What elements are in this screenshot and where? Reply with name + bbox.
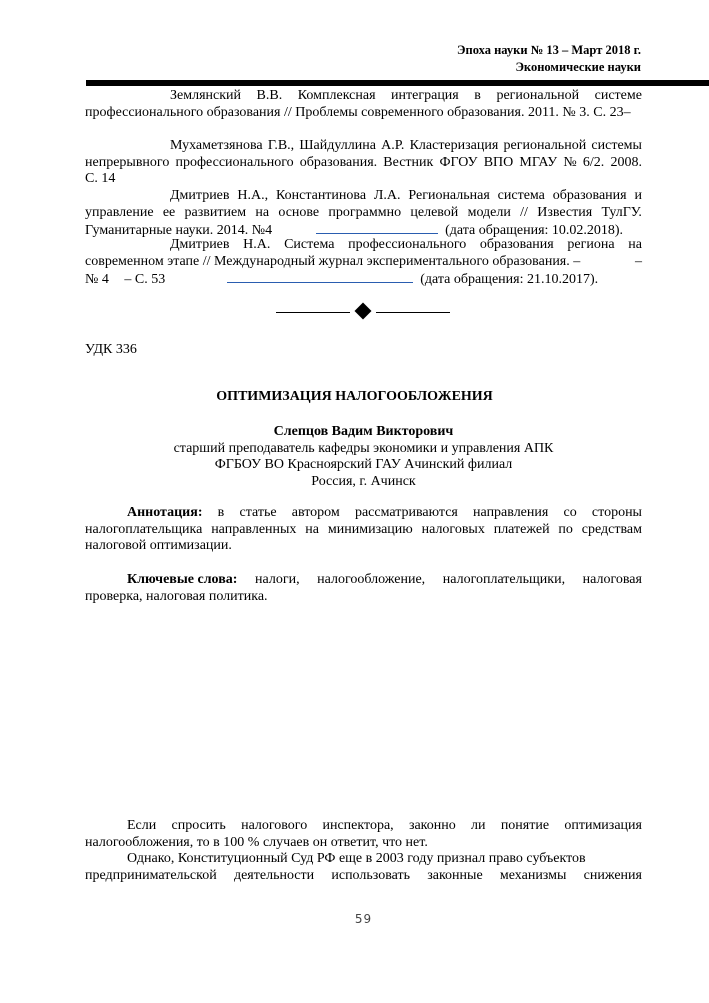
word: Шайдуллина	[299, 138, 376, 153]
word: программно	[328, 204, 402, 220]
word: Землянский	[170, 88, 242, 103]
word: система	[497, 188, 545, 203]
ref1-line1	[85, 88, 642, 105]
word: со	[563, 505, 577, 520]
word: на	[628, 237, 642, 252]
word: системе	[594, 88, 642, 103]
word: Дмитриев	[170, 188, 230, 203]
reference-1	[85, 88, 642, 121]
p2-line1: Однако, Конституционный Суд РФ еще в 2003 году признал право субъектов	[127, 851, 586, 866]
p1-line2: налогообложения, то в 100 % случаев он ответит, что нет.	[85, 834, 428, 850]
word: основе	[278, 204, 320, 220]
reference-3	[85, 188, 642, 240]
ref2-line2	[85, 155, 642, 172]
word: инспектора,	[322, 818, 394, 833]
word: на	[255, 204, 270, 220]
word: в	[217, 505, 225, 520]
keywords-line1	[85, 572, 642, 589]
word: Л.А.	[373, 188, 401, 203]
author-position: старший преподаватель кафедры экономики и управления АПК	[173, 440, 554, 456]
author-location: Россия, г. Ачинск	[311, 473, 416, 489]
word: налоги,	[255, 572, 300, 587]
header-rule	[86, 80, 709, 86]
reference-2	[85, 138, 642, 188]
keywords-line2: проверка, налоговая политика.	[85, 588, 268, 604]
ref4-journal: современном этапе // Международный журнал экспериментального образования. –	[85, 253, 581, 269]
divider-line-left	[276, 312, 350, 313]
word: минимизацию	[327, 521, 413, 537]
word: статье	[239, 505, 277, 520]
annotation	[85, 505, 642, 555]
word: №	[563, 154, 577, 170]
udk-code: УДК 336	[85, 342, 137, 357]
word: спросить	[171, 818, 226, 833]
ref3-access-date: (дата обращения: 10.02.2018).	[445, 223, 624, 238]
word: автором	[291, 505, 340, 520]
ref3-link[interactable]	[316, 221, 438, 234]
word: непрерывного	[85, 154, 170, 170]
word: интеграция	[391, 88, 459, 103]
p2-line2	[85, 868, 642, 885]
word: Кластеризация	[409, 138, 499, 153]
word: Н.А.,	[237, 188, 269, 203]
word: в	[474, 88, 481, 103]
word: //	[520, 204, 528, 220]
word: 2008.	[610, 154, 642, 170]
section-divider	[276, 302, 450, 322]
word: оптимизация	[564, 818, 642, 833]
journal-issue: Эпоха науки № 13 – Март 2018 г.	[457, 43, 641, 57]
word: стороны	[591, 505, 642, 520]
running-header	[457, 42, 641, 76]
word: Дмитриев	[170, 237, 230, 252]
word: налоговая	[582, 572, 642, 587]
keywords	[85, 572, 642, 605]
page-number: 59	[354, 912, 373, 926]
word: законные	[427, 867, 483, 883]
ref1-line2: профессионального образования // Проблемы современного образования. 2011. № 3. С. 23–	[85, 104, 631, 120]
word: МГАУ	[519, 154, 558, 170]
annotation-label: Аннотация:	[127, 505, 203, 520]
word: В.В.	[256, 88, 283, 103]
keywords-label: Ключевые слова:	[127, 572, 238, 587]
word: на	[305, 521, 320, 537]
ref4-pages: – С. 53	[124, 272, 166, 287]
ref3-line1	[85, 188, 642, 205]
word: налогообложение,	[317, 572, 426, 587]
word: профессионального	[348, 237, 467, 252]
ref3-line2	[85, 205, 642, 222]
word: Комплексная	[297, 88, 376, 103]
word: Н.А.	[243, 237, 271, 252]
ref2-line1	[85, 138, 642, 155]
word: целевой	[410, 204, 459, 220]
ref4-link[interactable]	[227, 270, 413, 283]
word: образования.	[299, 154, 378, 170]
word: направления	[473, 505, 549, 520]
word: Константинова	[275, 188, 367, 203]
word: понятие	[500, 818, 550, 833]
word: Если	[127, 818, 157, 833]
word: региона	[567, 237, 615, 252]
ref4-line2	[85, 254, 642, 271]
word: ФГОУ	[439, 154, 478, 170]
reference-4	[85, 237, 642, 289]
word: ВПО	[483, 154, 514, 170]
author-name: Слепцов Вадим Викторович	[273, 424, 454, 439]
word: Известия	[537, 204, 593, 220]
word: предпринимательской	[85, 867, 217, 883]
word: налоговых	[421, 521, 485, 537]
diamond-ornament-icon	[355, 303, 372, 320]
word: развитием	[184, 204, 247, 220]
annotation-line2	[85, 522, 642, 539]
word: снижения	[583, 867, 642, 883]
word: образования	[552, 188, 627, 203]
ref4-line1	[85, 237, 642, 254]
word: ТулГУ.	[601, 204, 642, 220]
word: модели	[467, 204, 511, 220]
word: Региональная	[408, 188, 490, 203]
word: направленных	[211, 521, 297, 537]
word: системы	[591, 138, 642, 153]
section-name: Экономические науки	[515, 60, 641, 74]
word: Система	[284, 237, 335, 252]
word: по	[558, 521, 573, 537]
divider-line-right	[376, 312, 450, 313]
word: Г.В.,	[267, 138, 295, 153]
word: А.Р.	[381, 138, 405, 153]
article-title: ОПТИМИЗАЦИЯ НАЛОГООБЛОЖЕНИЯ	[216, 389, 493, 404]
word: использовать	[331, 867, 410, 883]
word: деятельности	[233, 867, 315, 883]
author-organization: ФГБОУ ВО Красноярский ГАУ Ачинский филиал	[214, 457, 513, 472]
word: 6/2.	[582, 154, 605, 170]
word: управление	[85, 204, 154, 220]
word: налогового	[241, 818, 308, 833]
word: ее	[162, 204, 176, 220]
p1-line1	[85, 818, 642, 835]
ref3-source: Гуманитарные науки. 2014. №4	[85, 223, 273, 238]
word: платежей	[493, 521, 550, 537]
word: законно	[408, 818, 456, 833]
word: налогоплательщика	[85, 521, 203, 537]
word: ли	[471, 818, 486, 833]
word: региональной	[503, 138, 587, 153]
body-paragraph-2	[85, 851, 642, 884]
word: и	[634, 188, 642, 203]
author-block	[0, 424, 709, 490]
word: профессионального	[175, 154, 294, 170]
word: образования	[479, 237, 554, 252]
word: механизмы	[499, 867, 567, 883]
annotation-line3: налоговой оптимизации.	[85, 538, 232, 553]
word: Мухаметзянова	[170, 138, 263, 153]
annotation-line1	[85, 505, 642, 522]
word: налогоплательщики,	[442, 572, 566, 587]
ref4-line3	[85, 270, 642, 289]
word: средствам	[581, 521, 642, 537]
word: рассматриваются	[354, 505, 458, 520]
ref2-line3: С. 14	[85, 171, 116, 186]
ref4-issue: № 4	[85, 272, 109, 287]
ref4-access-date: (дата обращения: 21.10.2017).	[420, 272, 599, 287]
word: региональной	[496, 88, 580, 103]
body-paragraph-1	[85, 818, 642, 851]
word: Вестник	[383, 154, 434, 170]
ref4-dash: –	[635, 253, 642, 269]
